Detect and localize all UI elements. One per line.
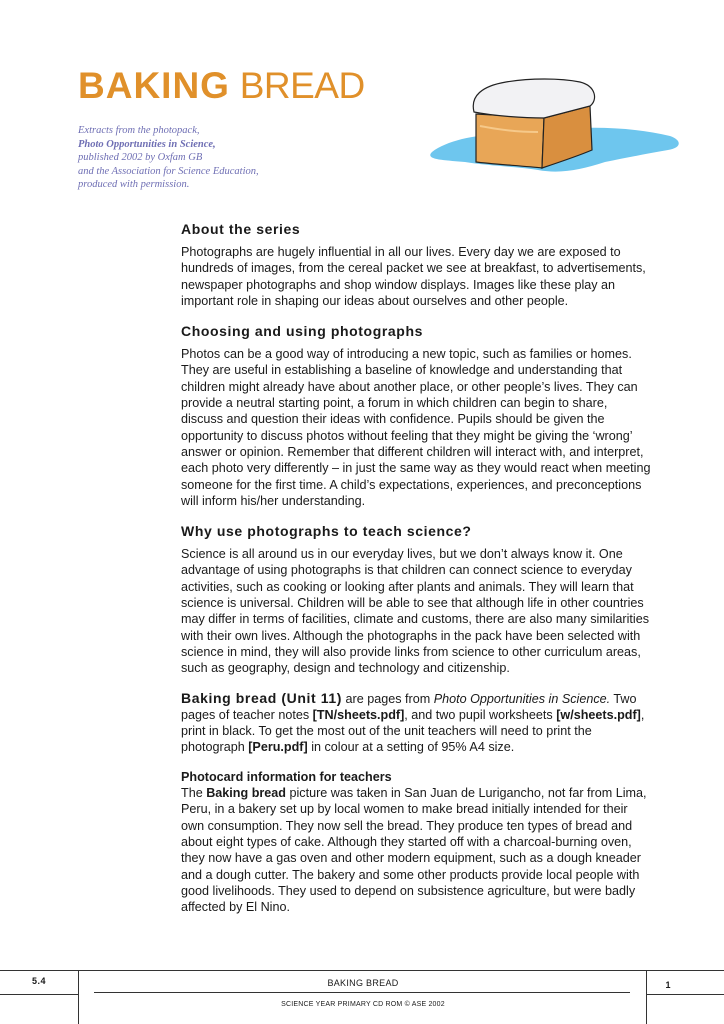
footer-top-rule [0,970,724,971]
bread-loaf-icon [420,66,685,181]
footer-divider [78,970,79,1024]
section-number: 5.4 [31,976,46,986]
photocard-title: Baking bread [206,786,286,801]
unit-text: Two pages of teacher notes [181,691,637,722]
footer-copyright: SCIENCE YEAR PRIMARY CD ROM © ASE 2002 [281,1001,445,1008]
photocard-text: The [181,786,207,801]
unit-description [181,690,651,756]
page-title [78,64,365,108]
page-number: 1 [665,980,671,990]
section-choosing [181,322,651,509]
file-reference: [w/sheets.pdf] [556,707,641,722]
title-bold: BAKING [78,65,230,106]
unit-text: in colour at a setting of 95% A4 size. [307,740,515,755]
photocard-heading: Photocard information for teachers [181,769,392,784]
loaf-side [476,114,544,168]
page-footer [0,968,724,1024]
section-about [181,220,651,309]
footer-rule [94,992,630,993]
footer-rule [0,994,78,995]
section-body: Science is all around us in our everyday lives, but we don’t always know it. One advantage of using photographs is that children can connect science to everyday activities, such as cooking or looking after plants and animals. They will learn that science is universal. Children will be able to see that although life in other countries may differ in terms of facilities, climate and customs, there are also many similarities with their own lives. Although the photographs in the pack have been selected with science in mind, they will also provide links from science to other curriculum areas, such as geography, design and technology and citizenship. [181,547,649,676]
unit-title: Baking bread (Unit 11) [181,689,343,706]
photocard-body [181,785,651,915]
credit-line: Photo Opportunities in Science, [78,138,216,150]
section-heading: Why use photographs to teach science? [181,523,472,540]
section-body: Photos can be a good way of introducing a new topic, such as families or homes. They are useful in establishing a baseline of knowledge and understanding that children might already have about another place, or other people’s lives. They can provide a neutral starting point, a forum in which children can begin to share, discuss and question their ideas with confidence. Pupils should be given the opportunity to discuss photos without feeling that they might be giving the ‘wrong’ answer or opinion. Remember that different children will interact with, and interpret, each photo very differently – in just the same way as they would react when meeting someone for the first time. A child’s expectations, experiences, and preconceptions will inform his/her understanding. [181,347,651,508]
section-heading: About the series [181,221,301,237]
footer-divider [646,970,647,1024]
credit-line: published 2002 by Oxfam GB [78,152,203,163]
main-content [181,220,651,915]
file-reference: [TN/sheets.pdf] [312,707,405,722]
unit-text: , and two pupil worksheets [404,707,557,722]
unit-text: are pages from [342,691,434,706]
footer-title: BAKING BREAD [327,978,399,988]
credit-line: Extracts from the photopack, [78,125,200,136]
title-rest: BREAD [239,65,365,106]
source-credit [78,124,338,192]
file-reference: [Peru.pdf] [248,740,308,755]
publication-title: Photo Opportunities in Science. [433,691,611,706]
unit-text: , print in black. To get the most out of the unit teachers will need to print the photograph [181,707,645,755]
section-heading: Choosing and using photographs [181,323,423,340]
section-body: Photographs are hugely influential in all our lives. Every day we are exposed to hundreds of images, from the cereal packet we see at breakfast, to advertisements, newspaper photographs and shop window displays. Images like these play an important role in shaping our ideas about ourselves and other people. [181,245,646,308]
credit-line: produced with permission. [78,179,190,190]
photocard-section [181,769,651,916]
credit-line: and the Association for Science Education, [78,165,259,177]
footer-rule [646,994,724,995]
section-why-science [181,522,651,676]
photocard-text: picture was taken in San Juan de Lurigancho, not far from Lima, Peru, in a bakery set up by local women to make bread initially intended for their own consumption. They now sell the bread. They produce ten types of bread and about eight types of cake. Although they started off with a charcoal-burning oven, they now have a gas oven and other modern equipment, such as a dough kneader and a dough cutter. The bakery and some other products provide local people with good livelihoods. They used to depend on subsistence agriculture, but were badly affected by El Nino. [181,786,647,915]
